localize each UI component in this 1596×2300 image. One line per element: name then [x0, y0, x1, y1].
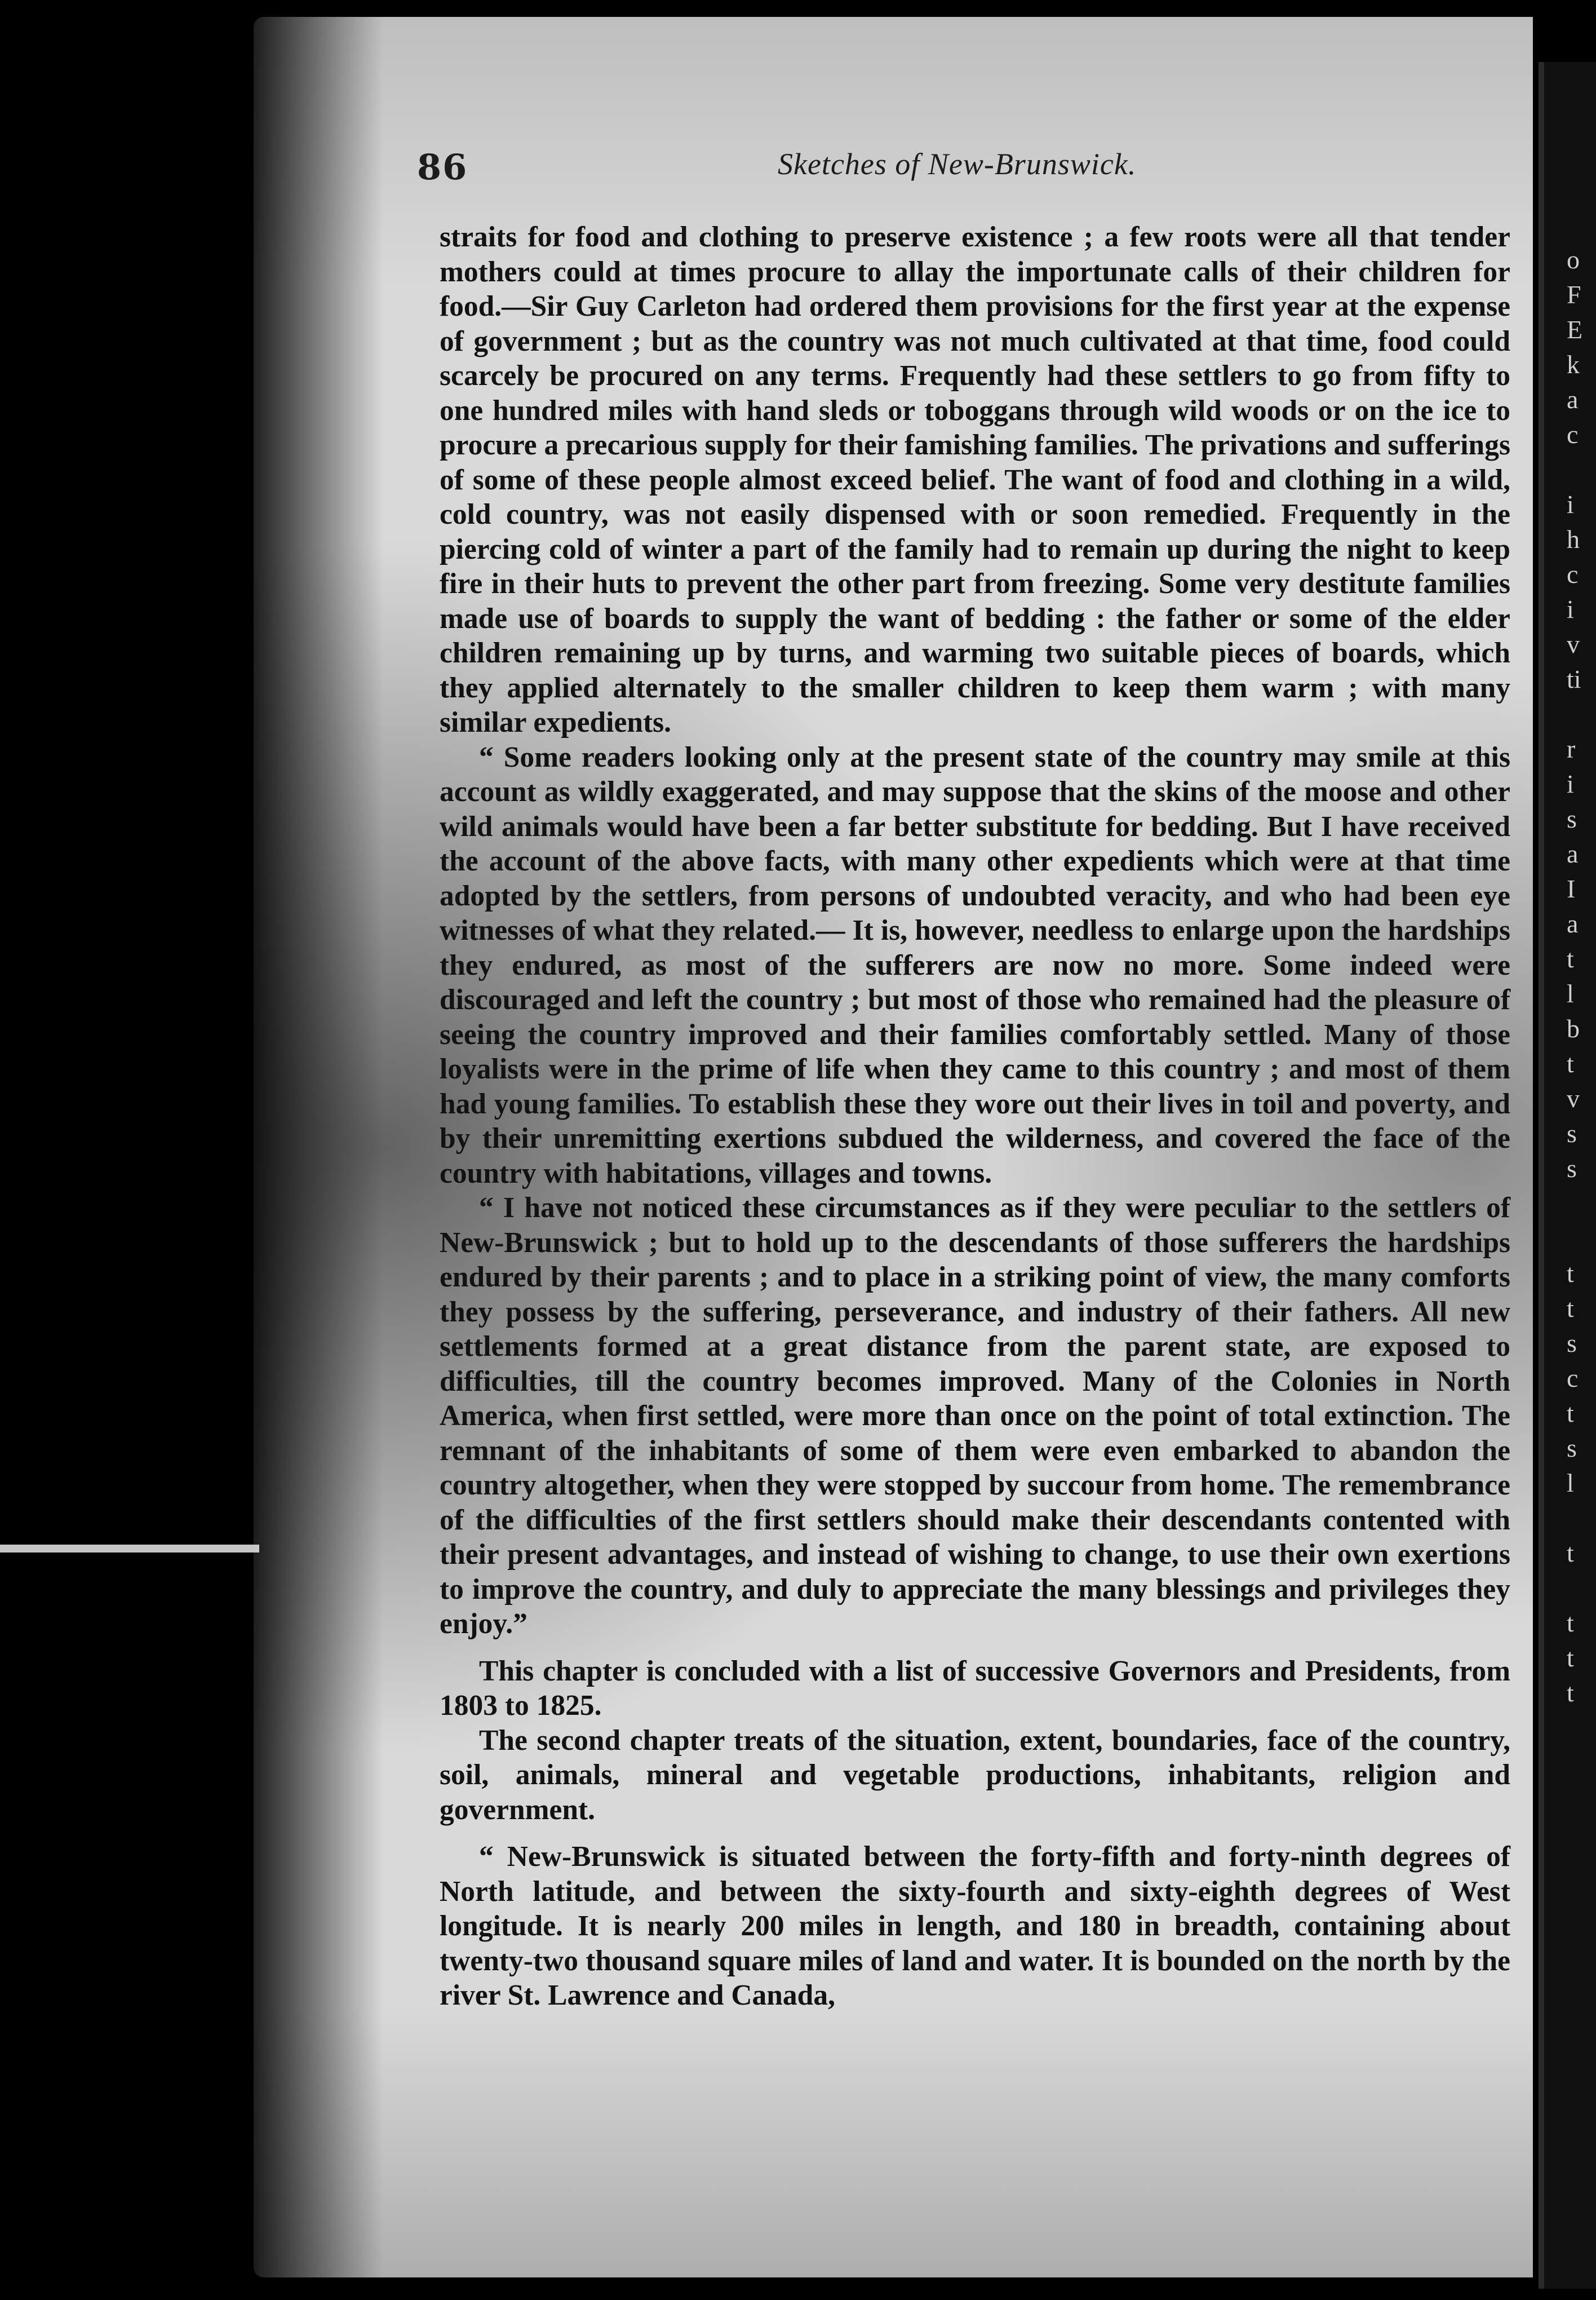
facing-page-fragment: b — [1567, 1014, 1580, 1043]
facing-page-fragment: s — [1567, 1329, 1577, 1357]
facing-page-fragment: t — [1567, 1608, 1574, 1637]
facing-page-fragment: i — [1567, 490, 1574, 519]
facing-page-fragment: a — [1567, 909, 1579, 938]
facing-page-fragment: a — [1567, 385, 1579, 414]
facing-page-fragment: t — [1567, 1538, 1574, 1567]
paragraph: “ I have not noticed these circumstances as if they were peculiar to the settlers of New-Brunswick ; but to hold up to the descendants of those sufferers the hardships endured by their parents ; and to place in a striking point of view, the many comforts they possess by the suffering, perseverance, and industry of their fathers. All new settlements formed at a great distance from the parent state, are exposed to difficulties, till the country becomes improved. Many of the Colonies in North America, when first settled, were more than once on the point of total extinction. The remnant of the inhabitants of some of them were even embarked to abandon the country altogether, when they were stopped by succour from home. The remembrance of the difficulties of the first settlers should make their descendants contented with their present advantages, and instead of wishing to change, to use their own exertions to improve the country, and duly to appreciate the many blessings and privileges they enjoy.” — [440, 1192, 1510, 1640]
facing-page-fragment: s — [1567, 1154, 1577, 1183]
facing-page-fragment — [1567, 452, 1596, 487]
facing-page-fragment: k — [1567, 350, 1580, 379]
facing-page-fragment: t — [1567, 944, 1574, 973]
facing-page-fragment: t — [1567, 1259, 1574, 1288]
facing-page-fragment: h — [1567, 525, 1580, 554]
paragraph: The second chapter treats of the situation, extent, boundaries, face of the country, soil, animals, mineral and vegetable productions, inhabitants, religion and government. — [440, 1724, 1510, 1826]
facing-page-fragment: l — [1567, 979, 1574, 1008]
facing-page-fragment: s — [1567, 804, 1577, 833]
facing-page-fragment: c — [1567, 1364, 1579, 1392]
facing-page-fragment: a — [1567, 839, 1579, 868]
facing-page-fragment: t — [1567, 1399, 1574, 1427]
facing-page-fragment: r — [1567, 735, 1576, 763]
paragraph: “ New-Brunswick is situated between the forty-fifth and forty-ninth degrees of North latitude, and between the sixty-fourth and sixty-eighth degrees of West longitude. It is nearly 200 miles in length, and 180 in breadth, containing about twenty-two thousand square miles of land and water. It is bounded on the north by the river St. Lawrence and Canada, — [440, 1841, 1510, 2011]
facing-page-fragment: E — [1567, 315, 1583, 344]
facing-page-fragment — [1567, 697, 1596, 732]
facing-page-fragment: t — [1567, 1678, 1574, 1707]
scan-artifact-line — [0, 1545, 259, 1552]
facing-page-fragment — [1567, 1501, 1596, 1536]
facing-page-fragment: l — [1567, 1469, 1574, 1497]
paragraph: This chapter is concluded with a list of successive Governors and Presidents, from 1803 to 1825. — [440, 1655, 1510, 1722]
facing-page-fragment: i — [1567, 769, 1574, 798]
facing-page-fragment: t — [1567, 1643, 1574, 1672]
facing-page-fragment: v — [1567, 1084, 1580, 1113]
facing-page-fragment: ti — [1567, 665, 1581, 693]
facing-page-fragment: o — [1567, 245, 1580, 274]
running-head: Sketches of New-Brunswick. — [778, 147, 1137, 181]
page-header — [417, 147, 1488, 197]
facing-page-fragment: v — [1567, 630, 1580, 658]
facing-page-fragment: s — [1567, 1119, 1577, 1148]
facing-page-fragment: c — [1567, 560, 1579, 589]
page-number: 86 — [417, 147, 468, 188]
facing-page-fragment: c — [1567, 420, 1579, 449]
facing-page-fragment: i — [1567, 595, 1574, 623]
facing-page-fragment — [1567, 1571, 1596, 1605]
body-text — [440, 220, 1510, 2013]
facing-page-text-fragments — [1567, 242, 1596, 1710]
facing-page-fragment — [1567, 1221, 1596, 1256]
facing-page-fragment — [1567, 1186, 1596, 1221]
facing-page-fragment: F — [1567, 280, 1581, 309]
paragraph: straits for food and clothing to preserve existence ; a few roots were all that tender mothers could at times procure to allay the importunate calls of their children for food.—Sir Guy Carleton had ordered them provisions for the first year at the expense of government ; but as the country was not much cultivated at that time, food could scarcely be procured on any terms. Frequently had these settlers to go from fifty to one hundred miles with hand sleds or toboggans through wild woods or on the ice to procure a precarious supply for their famishing families. The privations and sufferings of some of these people almost exceed belief. The want of food and clothing in a wild, cold country, was not easily dispensed with or soon remedied. Frequently in the piercing cold of winter a part of the family had to remain up during the night to keep fire in their huts to prevent the other part from freezing. Some very destitute families made use of boards to supply the want of bedding : the father or some of the elder children remaining up by turns, and warming two suitable pieces of boards, which they applied alternately to the smaller children to keep them warm ; with many similar expedients. — [440, 221, 1510, 738]
facing-page-fragment: t — [1567, 1049, 1574, 1078]
gutter-shadow — [254, 17, 383, 2277]
paragraph: “ Some readers looking only at the present state of the country may smile at this account as wildly exaggerated, and may suppose that the skins of the moose and other wild animals would have been a far better substitute for bedding. But I have received the account of the above facts, with many other expedients which were at that time adopted by the settlers, from persons of undoubted veracity, and who had been eye witnesses of what they related.— It is, however, needless to enlarge upon the hardships they endured, as most of the sufferers are now no more. Some indeed were discouraged and left the country ; but most of those who remained had the pleasure of seeing the country improved and their families comfortably settled. Many of those loyalists were in the prime of life when they came to this country ; and most of them had young families. To establish these they wore out their lives in toil and poverty, and by their unremitting exertions subdued the wilderness, and covered the face of the country with habitations, villages and towns. — [440, 741, 1510, 1189]
facing-page-fragment: s — [1567, 1434, 1577, 1462]
facing-page-fragment: t — [1567, 1294, 1574, 1322]
facing-page-fragment: I — [1567, 874, 1576, 903]
